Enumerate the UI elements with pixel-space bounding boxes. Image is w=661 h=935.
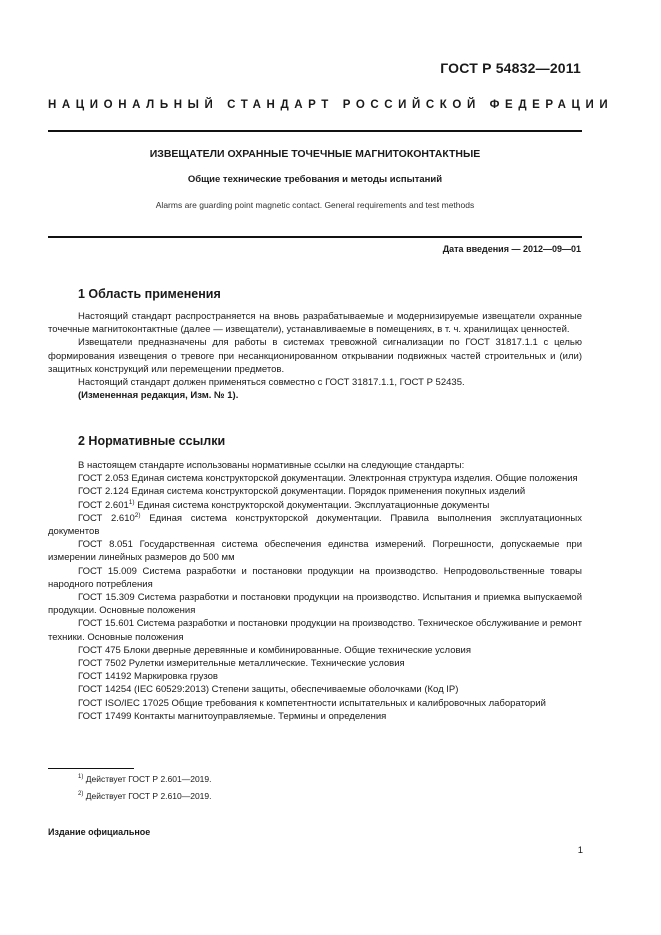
reference-item: ГОСТ 2.053 Единая система конструкторской документации. Электронная структура изделия. Общие положения (78, 473, 578, 485)
references-intro: В настоящем стандарте использованы нормативные ссылки на следующие стандарты: (78, 460, 465, 471)
section-1-paragraph: Извещатели предназначены для работы в системах тревожной сигнализации по ГОСТ 31817.1.1 с целью формирования извещения о тревоге при несанкционированном открывании подвижных частей строительных и (или) защитных конструкций или перемещении предметов. (48, 337, 582, 375)
national-standard-banner: НАЦИОНАЛЬНЫЙ СТАНДАРТ РОССИЙСКОЙ ФЕДЕРАЦИИ (48, 99, 614, 111)
top-divider (48, 130, 582, 132)
page-number: 1 (577, 845, 583, 856)
footnote-text: Действует ГОСТ Р 2.601—2019. (85, 774, 212, 784)
section-1-heading: 1 Область применения (78, 287, 221, 301)
section-1-paragraph: Настоящий стандарт распространяется на вновь разрабатываемые и модернизируемые извещатели охранные точечные магнитоконтактные (далее — извещатели), устанавливаемые в помещениях, в т. ч. хранилищах ценностей. (48, 311, 582, 336)
reference-item (48, 499, 582, 512)
footnote-2 (78, 791, 212, 801)
title-divider (48, 236, 582, 238)
reference-item: ГОСТ ISO/IEC 17025 Общие требования к компетентности испытательных и калибровочных лабораторий (78, 697, 546, 709)
reference-code: ГОСТ 2.601 (78, 499, 129, 511)
document-subtitle: Общие технические требования и методы испытаний (187, 174, 443, 185)
footnote-marker: 2) (134, 511, 141, 519)
introduction-date: Дата введения — 2012—09—01 (442, 244, 581, 254)
reference-item: ГОСТ 17499 Контакты магнитоуправляемые. Термины и определения (78, 710, 387, 722)
amendment-note: (Измененная редакция, Изм. № 1). (78, 390, 239, 402)
document-title: ИЗВЕЩАТЕЛИ ОХРАННЫЕ ТОЧЕЧНЫЕ МАГНИТОКОНТАКТНЫЕ (149, 148, 481, 160)
official-edition-label: Издание официальное (48, 827, 151, 837)
reference-item: ГОСТ 15.309 Система разработки и постановки продукции на производство. Испытания и приемка выпускаемой продукции. Основные положения (48, 592, 582, 617)
section-1-body (48, 310, 582, 402)
section-1-paragraph: Настоящий стандарт должен применяться совместно с ГОСТ 31817.1.1, ГОСТ Р 52435. (78, 377, 465, 389)
reference-item: ГОСТ 14254 (IEC 60529:2013) Степени защиты, обеспечиваемые оболочками (Код IP) (78, 684, 459, 696)
section-2-heading: 2 Нормативные ссылки (78, 434, 226, 448)
footnote-text: Действует ГОСТ Р 2.610—2019. (85, 791, 212, 801)
reference-item: ГОСТ 7502 Рулетки измерительные металлические. Технические условия (78, 658, 405, 670)
reference-item: ГОСТ 8.051 Государственная система обеспечения единства измерений. Погрешности, допускаемые при измерении линейных размеров до 500 мм (48, 539, 582, 564)
reference-text: Единая система конструкторской документации. Эксплуатационные документы (137, 499, 490, 511)
reference-item: ГОСТ 15.009 Система разработки и постановки продукции на производство. Непродовольственные товары народного потребления (48, 565, 582, 590)
reference-text: Единая система конструкторской документации. Правила выполнения эксплуатационных документов (48, 512, 582, 538)
reference-item: ГОСТ 15.601 Система разработки и постановки продукции на производство. Техническое обслуживание и ремонт техники. Основные положения (48, 618, 582, 643)
footnote-marker: 2) (78, 791, 84, 798)
document-title-english: Alarms are guarding point magnetic contact. General requirements and test methods (155, 200, 475, 210)
footnote-1 (78, 774, 212, 784)
document-code: ГОСТ Р 54832—2011 (440, 60, 581, 76)
footnote-marker: 1) (78, 774, 84, 781)
footnote-marker: 1) (128, 498, 135, 506)
reference-code: ГОСТ 2.610 (78, 512, 135, 524)
footnote-divider (48, 768, 134, 769)
reference-item: ГОСТ 475 Блоки дверные деревянные и комбинированные. Общие технические условия (78, 644, 471, 656)
reference-item (48, 512, 582, 538)
reference-item: ГОСТ 2.124 Единая система конструкторской документации. Порядок применения покупных изделий (78, 486, 526, 498)
section-2-body (48, 459, 582, 723)
reference-item: ГОСТ 14192 Маркировка грузов (78, 671, 218, 683)
